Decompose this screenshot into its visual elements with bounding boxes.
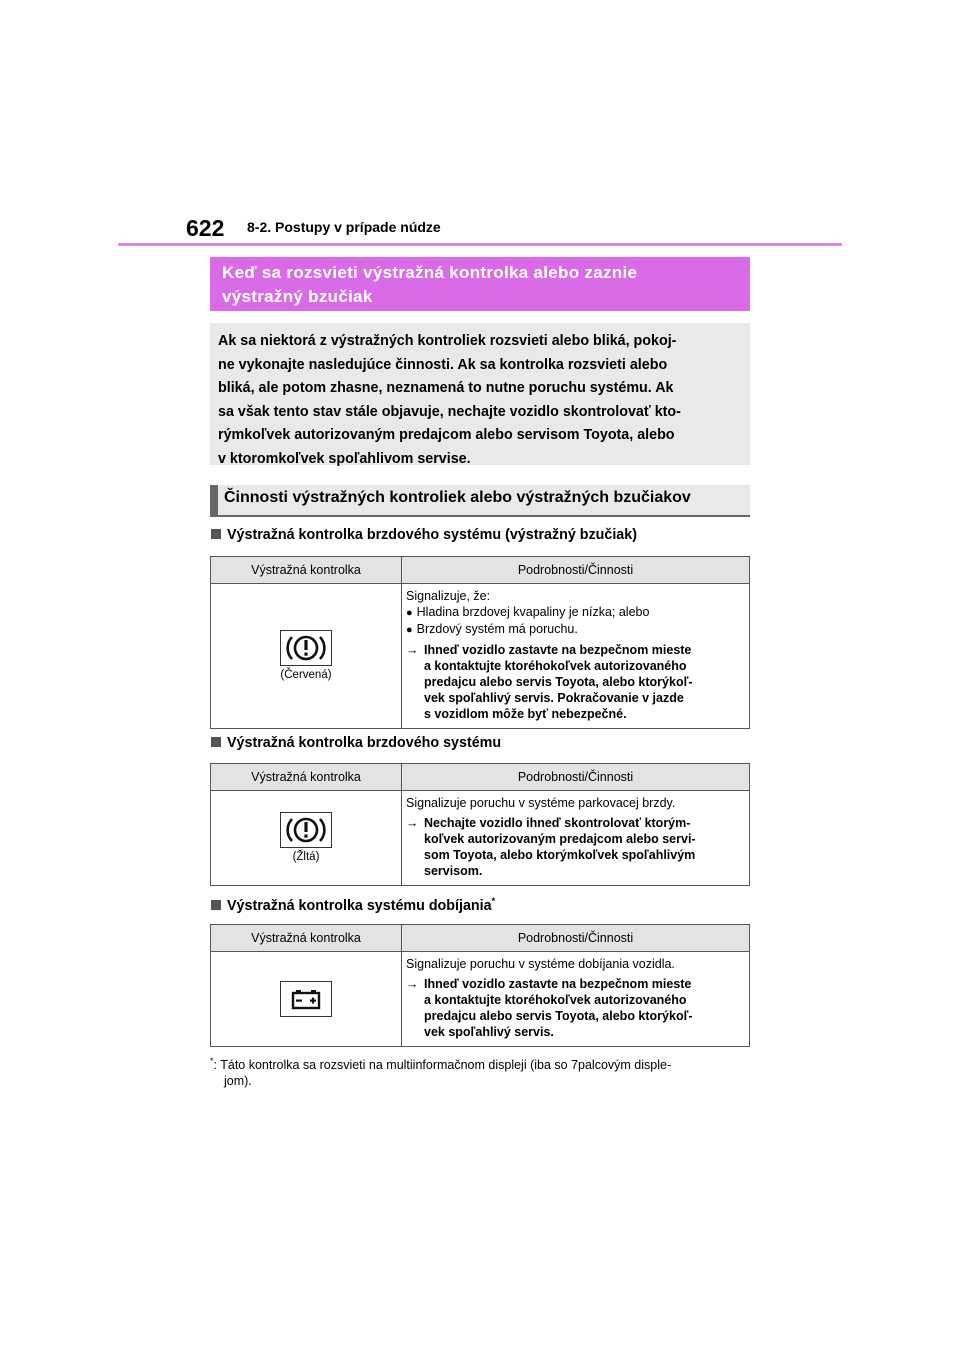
page-number: 622 <box>186 215 225 241</box>
section-reference: 8-2. Postupy v prípade núdze <box>247 219 441 235</box>
table-row <box>211 952 750 1047</box>
table-row <box>211 791 750 886</box>
intro-line: rýmkoľvek autorizovaným predajcom alebo servisom Toyota, alebo <box>218 427 675 444</box>
column-header-details: Podrobnosti/Činnosti <box>402 764 750 791</box>
column-header-details: Podrobnosti/Činnosti <box>402 925 750 952</box>
icon-color-caption: (Žltá) <box>292 851 320 863</box>
column-header-light: Výstražná kontrolka <box>211 925 402 952</box>
bullet-item: ● Hladina brzdovej kvapaliny je nízka; alebo <box>406 604 745 621</box>
details-intro: Signalizuje, že: <box>406 589 491 603</box>
warning-table-brake-red <box>210 556 750 729</box>
action-instruction: → Ihneď vozidlo zastavte na bezpečnom mieste a kontaktujte ktoréhokoľvek autorizovaného predajcu alebo servis Toyota, alebo ktorýkoľ- vek spoľahlivý servis. Pokračovanie v jazde s vozidlom môže byť nebezpečné. <box>406 643 693 721</box>
arrow-icon: → <box>406 816 419 830</box>
item-title-charging: Výstražná kontrolka systému dobíjania* <box>211 896 495 914</box>
square-bullet-icon <box>211 529 221 539</box>
intro-line: ne vykonajte nasledujúce činnosti. Ak sa kontrolka rozsvieti alebo <box>218 356 668 373</box>
details-cell <box>402 791 750 886</box>
square-bullet-icon <box>211 737 221 747</box>
battery-icon <box>280 981 332 1017</box>
warning-table-brake-yellow <box>210 763 750 886</box>
brake-warning-icon <box>280 630 332 666</box>
details-intro: Signalizuje poruchu v systéme dobíjania vozidla. <box>406 957 675 971</box>
square-bullet-icon <box>211 900 221 910</box>
warning-table-charging <box>210 924 750 1047</box>
intro-line: sa však tento stav stále objavuje, nechajte vozidlo skontrolovať kto- <box>218 403 681 420</box>
footnote: *: Táto kontrolka sa rozsvieti na multiinformačnom displeji (iba so 7palcovým disple- jom). <box>210 1053 750 1089</box>
column-header-light: Výstražná kontrolka <box>211 764 402 791</box>
details-intro: Signalizuje poruchu v systéme parkovacej brzdy. <box>406 796 676 810</box>
item-title-brake: Výstražná kontrolka brzdového systému <box>211 735 501 751</box>
icon-color-caption: (Červená) <box>280 669 332 681</box>
column-header-light: Výstražná kontrolka <box>211 557 402 584</box>
topic-banner <box>210 257 750 311</box>
arrow-icon: → <box>406 643 419 657</box>
table-row <box>211 584 750 729</box>
column-header-details: Podrobnosti/Činnosti <box>402 557 750 584</box>
action-instruction: → Nechajte vozidlo ihneď skontrolovať ktorým- koľvek autorizovaným predajcom alebo servi- som Toyota, alebo ktorýmkoľvek spoľahlivým servisom. <box>406 816 696 878</box>
details-cell <box>402 952 750 1047</box>
table-header-row <box>211 764 750 791</box>
footnote-continuation: jom). <box>224 1074 252 1089</box>
table-header-row <box>211 925 750 952</box>
icon-cell <box>211 952 402 1047</box>
icon-cell <box>211 584 402 729</box>
action-instruction: → Ihneď vozidlo zastavte na bezpečnom mieste a kontaktujte ktoréhokoľvek autorizovaného predajcu alebo servis Toyota, alebo ktorýkoľ- vek spoľahlivý servis. <box>406 977 693 1039</box>
bullet-item: ● Brzdový systém má poruchu. <box>406 621 745 638</box>
details-cell <box>402 584 750 729</box>
item-title-brake-buzzer: Výstražná kontrolka brzdového systému (výstražný bzučiak) <box>211 527 637 543</box>
intro-box <box>210 323 750 465</box>
brake-warning-icon <box>280 812 332 848</box>
banner-line-2: výstražný bzučiak <box>222 287 373 306</box>
table-header-row <box>211 557 750 584</box>
icon-cell <box>211 791 402 886</box>
intro-line: bliká, ale potom zhasne, neznamená to nutne poruchu systému. Ak <box>218 380 674 397</box>
arrow-icon: → <box>406 977 419 991</box>
intro-line: v ktoromkoľvek spoľahlivom servise. <box>218 450 471 467</box>
footnote-marker: * <box>210 1056 214 1066</box>
intro-line: Ak sa niektorá z výstražných kontroliek rozsvieti alebo bliká, pokoj- <box>218 333 677 349</box>
banner-line-1: Keď sa rozsvieti výstražná kontrolka alebo zaznie <box>222 263 638 282</box>
subheading: Činnosti výstražných kontroliek alebo výstražných bzučiakov <box>210 485 750 517</box>
header-rule <box>118 243 842 246</box>
footnote-marker: * <box>491 896 496 906</box>
